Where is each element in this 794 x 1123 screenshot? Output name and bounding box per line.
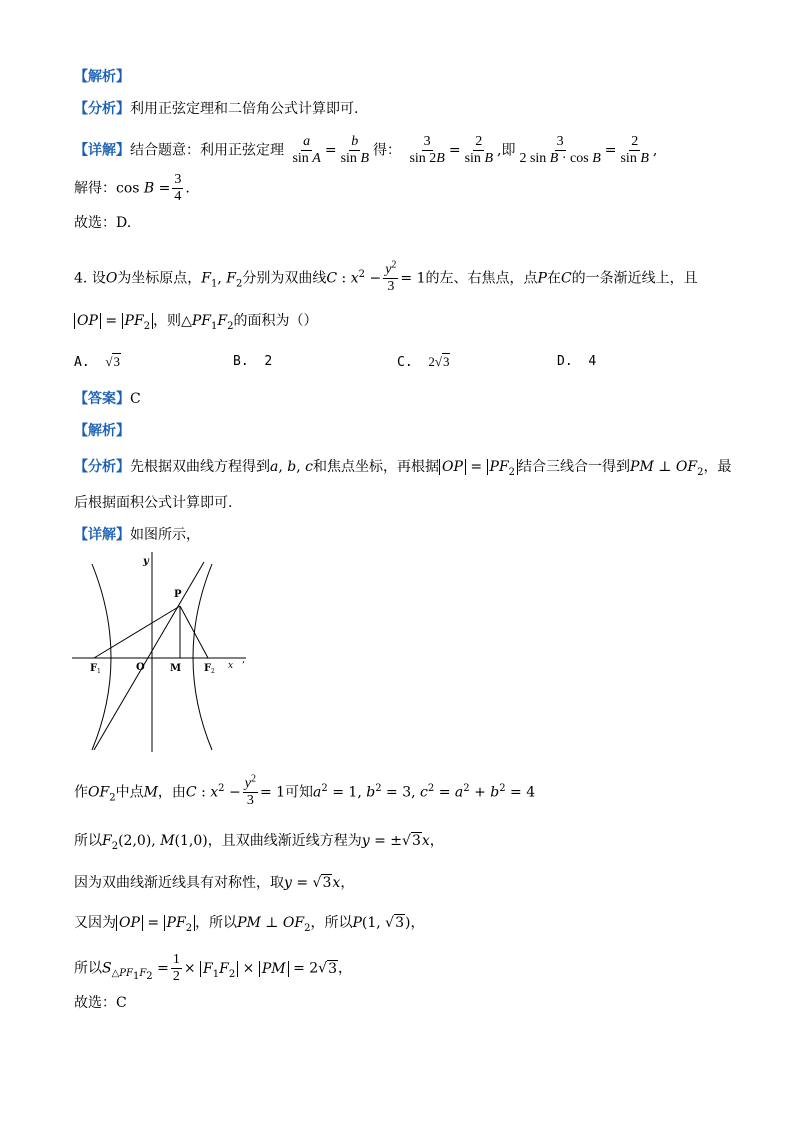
q3-ji: ,即 (497, 142, 516, 159)
q3-solve: 解得：cos B = $\frac{3}{4}$ . (74, 172, 190, 204)
q4-stem-4: 的左、右焦点，点 (425, 270, 538, 287)
q4-step2-a: 所以 (74, 833, 102, 849)
analysis-heading-2: 【解析】 (74, 423, 130, 439)
segment-PF2 (180, 606, 208, 658)
q4-analysis-2: 和焦点坐标，再根据 (312, 459, 439, 475)
q4-step4-a: 又因为 (74, 915, 116, 931)
q3-solve-label: 解得： (74, 180, 116, 197)
q4-stem-8: 的面积为（） (233, 313, 318, 329)
q4-step5-a: 所以 (74, 960, 102, 977)
q4-detail (74, 524, 200, 546)
point-O-label: O (136, 662, 145, 673)
frac-3-4: $\frac{3}{4}$ (174, 172, 182, 204)
q4-step3: 因为双曲线渐近线具有对称性，取y = √3x， (74, 875, 355, 891)
q4-step1: 作$OF_2$中点M，由C : $x^2$ − $\frac{y^2}{3}$ = 1可知$a^2 = 1$, $b^2 = 3$, $c^2 = a^2 + b^2 = 4$ (74, 773, 536, 808)
q4-analysis-line1: 【分析】先根据双曲线方程得到a, b, c和焦点坐标，再根据 OP = $PF_2$ 结合三线合一得到PM ⊥ $OF_2$，最 (74, 459, 732, 478)
q4-answer (74, 388, 141, 410)
q3-de: 得： (373, 142, 401, 159)
y-axis-label: y (143, 556, 149, 567)
frac-2-sinB: $\frac{2}{\text{sin B}}$ (464, 134, 493, 166)
detail-tag: 【详解】 (74, 142, 130, 159)
q4-step4-c: ，所以 (310, 915, 353, 931)
frac-3-sin2B: $\frac{3}{\sin 2B}$ (409, 134, 445, 166)
frac-3-2sinBcosB: $\frac{3}{\text{2 sin B · cos B}}$ (519, 134, 601, 166)
point-F2-sub: 2 (211, 668, 215, 675)
option-d: D. 4 (557, 354, 597, 369)
q4-stem-5: 在 (546, 270, 561, 287)
q4-step2: 所以$F_2(2,0)$, M(1,0)，且双曲线渐近线方程为y = ±√3x， (74, 833, 444, 852)
point-M-label: M (170, 663, 182, 674)
answer-tag: 【答案】 (74, 391, 130, 407)
x-axis-label: x (228, 661, 234, 671)
q4-step1-a: 作 (74, 784, 88, 801)
point-F1-sub: 1 (97, 668, 101, 675)
q3-answer-line: 故选：D. (74, 215, 132, 231)
point-P-label: P (174, 589, 182, 600)
q4-stem-6: 的一条渐近线上，且 (571, 270, 698, 287)
analysis-heading-1: 【解析】 (74, 69, 130, 85)
q4-detail-intro: 如图所示， (130, 527, 200, 543)
point-F2-label: F (204, 663, 212, 674)
q4-final: 故选：C (74, 995, 127, 1011)
q4-stem-3: 分别为双曲线 (242, 270, 327, 287)
q4-analysis-1: 先根据双曲线方程得到 (130, 459, 270, 475)
q4-answer-value: C (130, 391, 141, 407)
q4-analysis-4: ，最 (703, 459, 732, 475)
q4-step1-c: ，由 (157, 784, 186, 801)
analysis-tag-2: 【分析】 (74, 459, 130, 475)
frac-b-sinB: $\frac{b}{\text{sin B}}$ (340, 134, 369, 166)
q3-detail: 【详解】结合题意：利用正弦定理 $\frac{a}{\text{sin A}}$ = $\frac{b}{\text{sin B}}$ 得： $\frac{3}{\sin 2B}$ = $\frac{2}{\text{sin B}}$ ,即 $\frac{3}{\text{2 sin B · cos B}}$ = $\frac{2}{\text{sin B}}$ , (74, 134, 658, 166)
q4-stem-1: 设 (91, 270, 106, 287)
hyperbola-right-branch (193, 564, 212, 750)
q4-stem-line2: OP = $PF_2$ ，则$\triangle PF_1F_2$的面积为（） (74, 310, 317, 332)
hyperbola-figure (70, 550, 260, 756)
option-b: B. 2 (233, 354, 273, 369)
q4-analysis-line2: 后根据面积公式计算即可. (74, 495, 233, 511)
q3-detail-intro: 结合题意：利用正弦定理 (130, 142, 284, 159)
q4-step4: 又因为 OP = $PF_2$ ，所以PM ⊥ $OF_2$，所以P(1, √3)， (74, 915, 425, 934)
q3-analysis-text: 利用正弦定理和二倍角公式计算即可. (130, 101, 359, 117)
q4-stem-7: ，则 (153, 313, 182, 329)
q4-stem-2: 为坐标原点， (117, 270, 202, 287)
axis-arrow: , (242, 654, 246, 665)
q4-step2-b: ，且双曲线渐近线方程为 (207, 833, 362, 849)
q4-step5: 所以$S_{\triangle PF_1F_2}$ = $\frac{1}{2}$ × $F_1F_2$ × PM = 2√3， (74, 952, 353, 984)
q4-number: 4. (74, 270, 88, 287)
q4-stem-line1: 4. 设O为坐标原点，$F_1$, $F_2$分别为双曲线C : $x^2$ − $\frac{y^2}{3}$ = 1的左、右焦点，点P在C的一条渐近线上，且 (74, 259, 698, 294)
q3-analysis (74, 98, 358, 120)
frac-2-sinB-b: $\frac{2}{\text{sin B}}$ (620, 134, 649, 166)
option-a: A. √3 (74, 354, 120, 370)
q4-step1-b: 中点 (115, 784, 144, 801)
point-F1-label: F (90, 663, 98, 674)
q4-analysis-3: 结合三线合一得到 (518, 459, 631, 475)
frac-a-sinA: $\frac{a}{\text{sin A}}$ (292, 134, 321, 166)
q4-step3-a: 因为双曲线渐近线具有对称性，取 (74, 875, 284, 891)
option-c: C. 2√3 (397, 354, 450, 370)
analysis-tag: 【分析】 (74, 101, 130, 117)
detail-tag-2: 【详解】 (74, 527, 130, 543)
frac-1-2: $\frac{1}{2}$ (172, 952, 180, 984)
q4-step4-b: ，所以 (195, 915, 238, 931)
frac-y2-3-b: $\frac{y^2}{3}$ (244, 773, 256, 808)
q4-step1-d: 可知 (285, 784, 314, 801)
frac-y2-3: $\frac{y^2}{3}$ (385, 259, 397, 294)
